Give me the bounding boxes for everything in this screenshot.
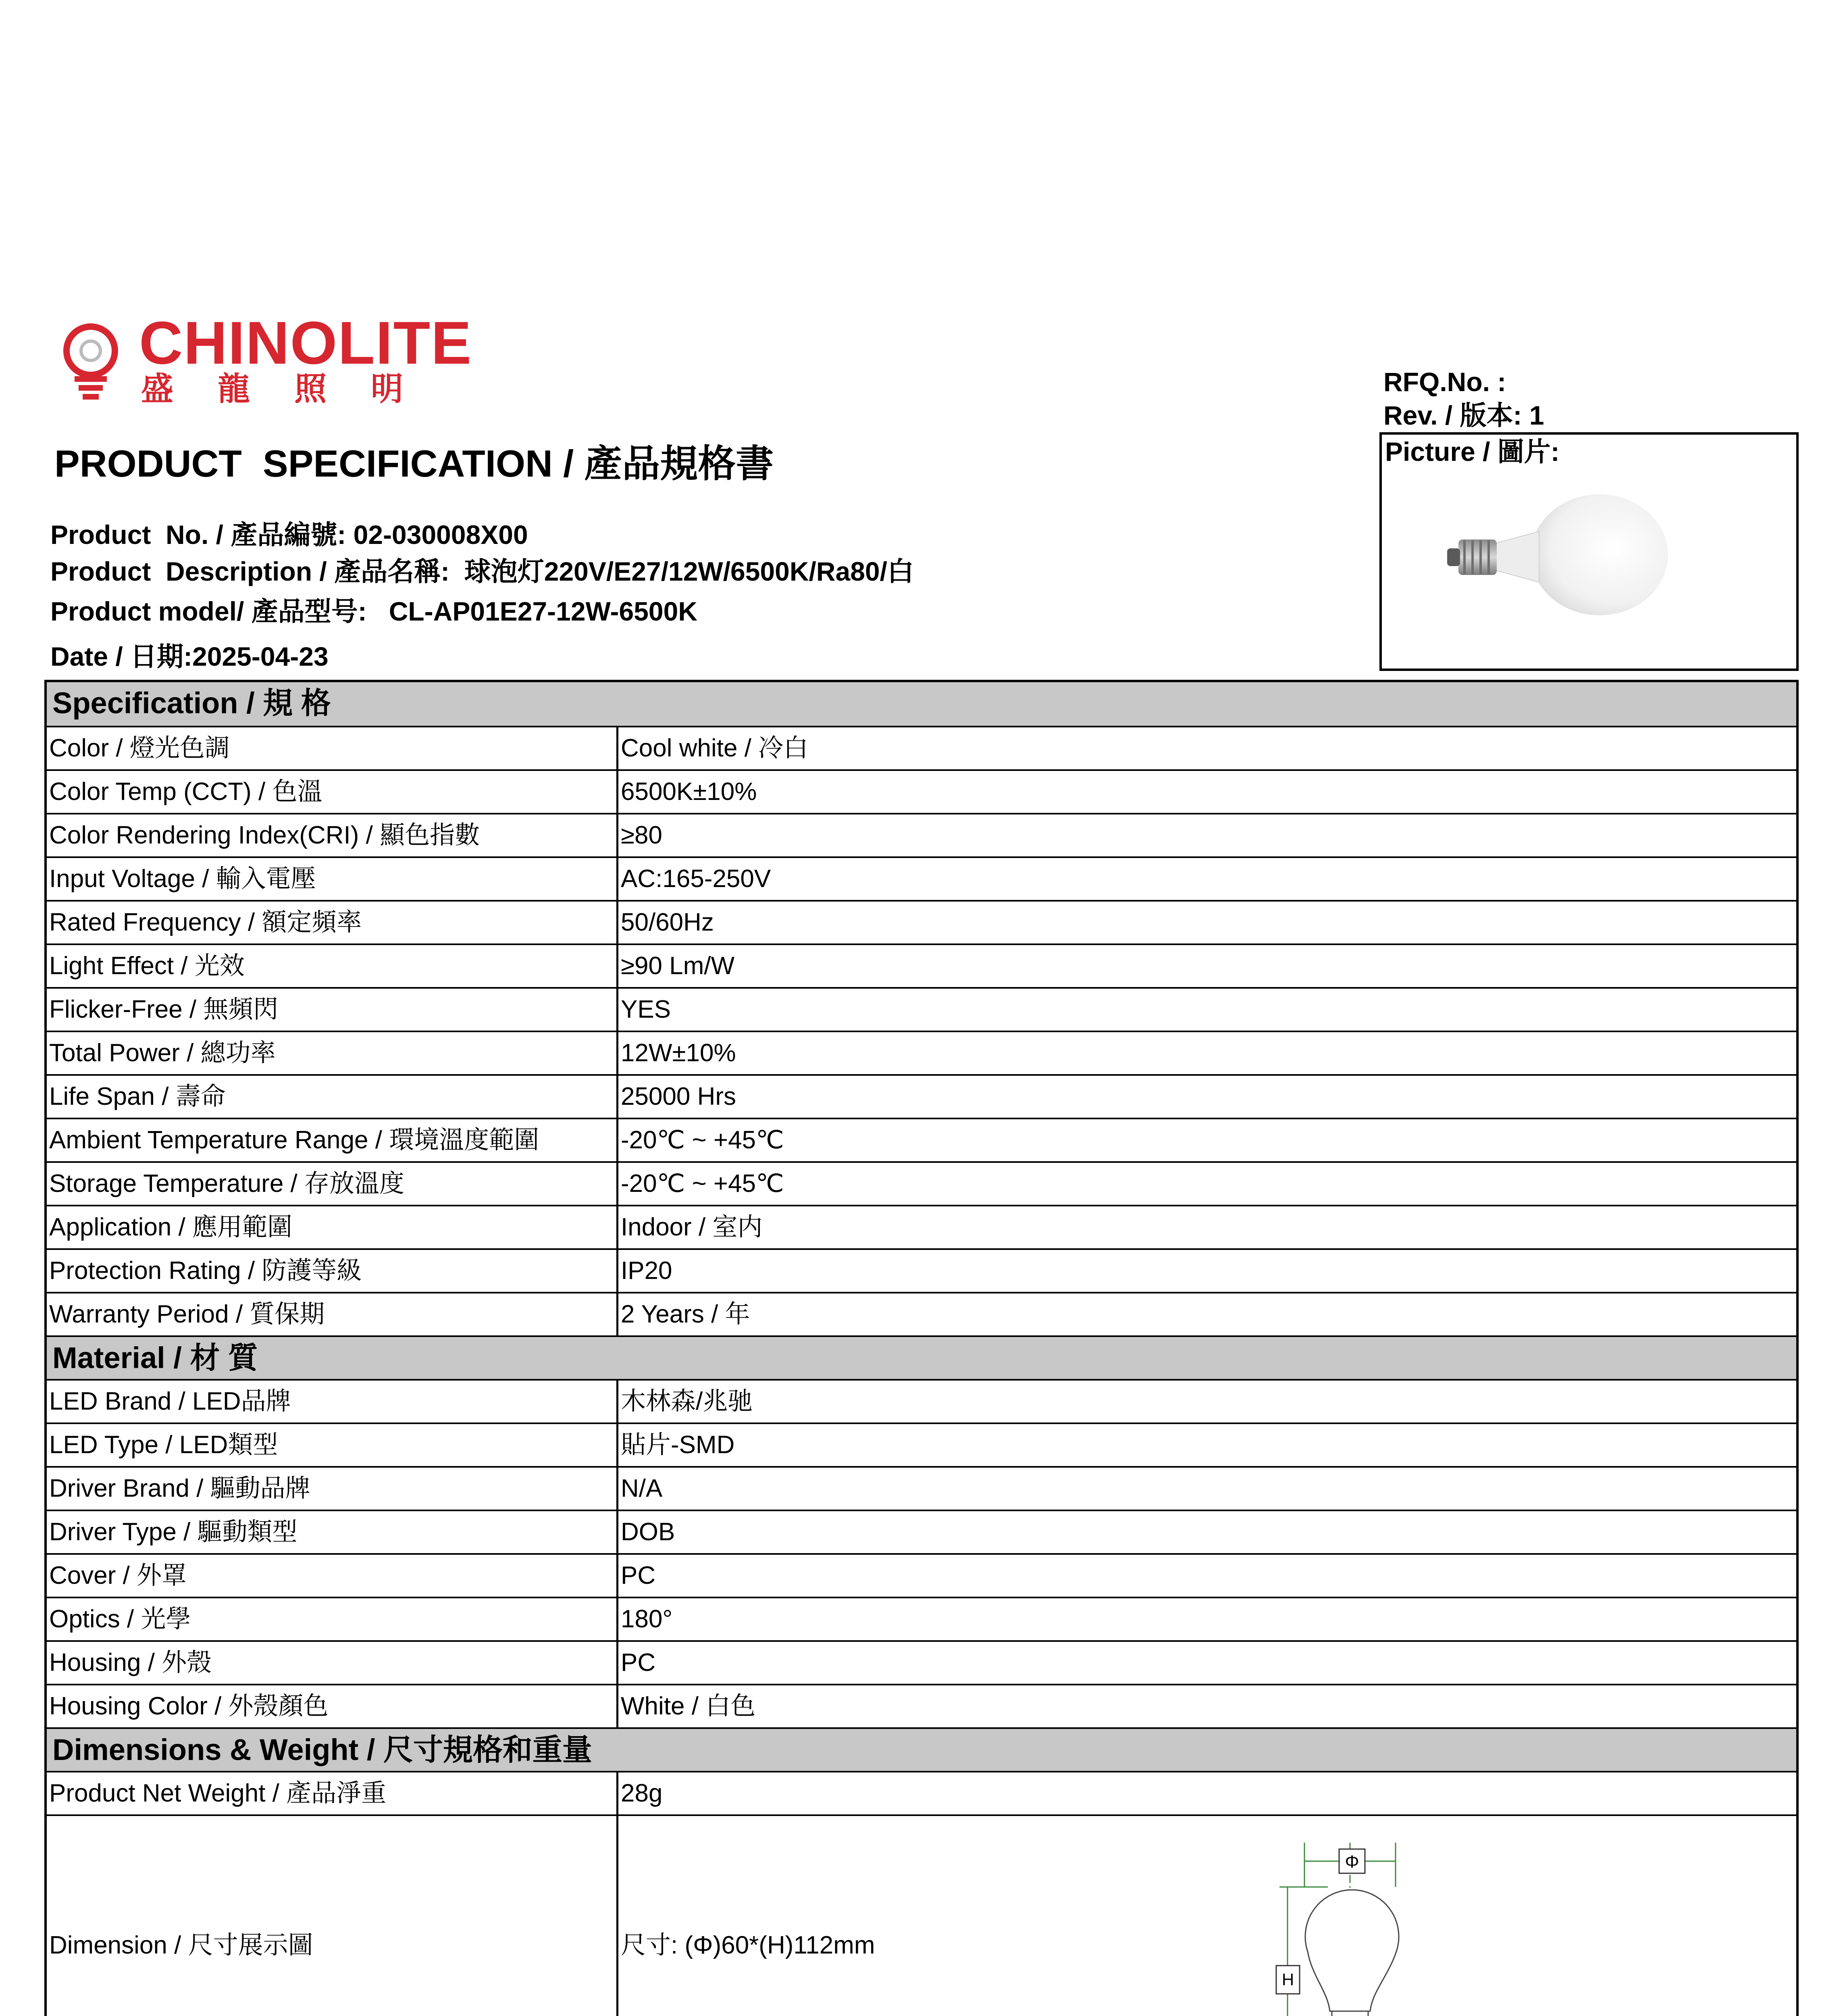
row-value: DOB <box>621 1518 675 1546</box>
row-label: Color Rendering Index(CRI) / 顯色指數 <box>47 814 618 856</box>
row-label: Cover / 外罩 <box>47 1555 618 1597</box>
row-value: 6500K±10% <box>621 778 757 806</box>
table-row <box>47 943 1796 987</box>
table-row <box>47 1118 1796 1161</box>
bulb-logo-icon <box>56 319 129 403</box>
row-value: 28g <box>621 1779 663 1807</box>
row-label: Storage Temperature / 存放溫度 <box>47 1163 618 1205</box>
brand-name-cn: 盛龍照明 <box>141 371 447 407</box>
table-row <box>47 1248 1796 1292</box>
row-label: Housing Color / 外殼顏色 <box>47 1685 618 1727</box>
table-row <box>47 1510 1796 1553</box>
row-value: -20℃ ~ +45℃ <box>621 1126 784 1154</box>
table-row <box>47 813 1796 856</box>
table-row <box>47 1684 1796 1727</box>
h-label: H <box>1281 1970 1294 1989</box>
row-value: 木林森/兆驰 <box>621 1387 753 1415</box>
row-value: -20℃ ~ +45℃ <box>621 1170 784 1198</box>
section-title: Specification / 規 格 <box>52 686 331 720</box>
table-row <box>47 726 1796 769</box>
row-label: Optics / 光學 <box>47 1598 618 1640</box>
row-label: Housing / 外殼 <box>47 1642 618 1684</box>
row-label: Color Temp (CCT) / 色溫 <box>47 771 618 813</box>
row-label: LED Type / LED類型 <box>47 1424 618 1466</box>
table-row <box>47 1597 1796 1640</box>
row-label: LED Brand / LED品牌 <box>47 1381 618 1422</box>
product-bulb-image <box>1442 487 1676 632</box>
table-row <box>47 1031 1796 1074</box>
row-label: Flicker-Free / 無頻閃 <box>47 989 618 1031</box>
table-row <box>47 900 1796 943</box>
row-value: 50/60Hz <box>621 908 714 936</box>
row-label: Life Span / 壽命 <box>47 1076 618 1118</box>
row-label: Light Effect / 光效 <box>47 945 618 987</box>
product-number: Product No. / 產品編號: 02-030008X00 <box>50 520 528 550</box>
brand-logo <box>56 309 472 407</box>
document-date: Date / 日期:2025-04-23 <box>50 641 329 671</box>
rfq-number: RFQ.No. : <box>1383 367 1506 397</box>
row-label: Color / 燈光色調 <box>47 727 618 769</box>
row-label: Input Voltage / 輸入電壓 <box>47 858 618 900</box>
row-value: PC <box>621 1562 656 1589</box>
brand-name-en: CHINOLITE <box>139 309 472 377</box>
row-value-cell <box>618 1816 1796 2016</box>
table-row <box>47 1292 1796 1335</box>
table-row <box>47 987 1796 1031</box>
section-header-material <box>47 1335 1796 1379</box>
table-row <box>47 1771 1796 1814</box>
table-row <box>47 1074 1796 1118</box>
table-row <box>47 856 1796 900</box>
row-label: Ambient Temperature Range / 環境溫度範圍 <box>47 1119 618 1161</box>
table-row <box>47 1466 1796 1510</box>
row-label: Product Net Weight / 產品淨重 <box>47 1772 618 1814</box>
phi-label: Φ <box>1345 1852 1359 1872</box>
row-value: PC <box>621 1649 656 1677</box>
table-row <box>47 1379 1796 1422</box>
table-row <box>47 1422 1796 1466</box>
row-label: Protection Rating / 防護等級 <box>47 1250 618 1292</box>
dimension-drawing <box>1267 1831 1437 2016</box>
picture-label: Picture / 圖片: <box>1385 437 1560 467</box>
revision: Rev. / 版本: 1 <box>1383 400 1544 430</box>
section-title: Dimensions & Weight / 尺寸規格和重量 <box>52 1733 592 1766</box>
row-value: ≥80 <box>621 821 662 849</box>
table-row <box>47 1553 1796 1597</box>
row-value: 尺寸: (Φ)60*(H)112mm <box>621 1931 875 1959</box>
specification-table <box>44 680 1799 2016</box>
row-label: Driver Brand / 驅動品牌 <box>47 1468 618 1510</box>
row-value: ≥90 Lm/W <box>621 952 735 980</box>
row-value: IP20 <box>621 1257 672 1285</box>
row-label: Dimension / 尺寸展示圖 <box>47 1816 618 2016</box>
row-label: Application / 應用範圍 <box>47 1206 618 1248</box>
row-value: 貼片-SMD <box>621 1431 735 1459</box>
row-value: Indoor / 室内 <box>621 1213 763 1241</box>
table-row <box>47 1161 1796 1205</box>
table-row <box>47 1205 1796 1248</box>
row-value: 2 Years / 年 <box>621 1300 750 1328</box>
table-row-dimension <box>47 1814 1796 2016</box>
row-label: Warranty Period / 質保期 <box>47 1293 618 1335</box>
product-model: Product model/ 產品型号: CL-AP01E27-12W-6500K <box>50 596 698 626</box>
row-value: White / 白色 <box>621 1692 756 1720</box>
product-picture-box <box>1379 432 1799 671</box>
product-description: Product Description / 產品名稱: 球泡灯220V/E27/12W/6500K/Ra80/白 <box>50 556 914 586</box>
table-row <box>47 769 1796 813</box>
section-header-specification <box>47 682 1796 726</box>
row-value: 12W±10% <box>621 1039 736 1067</box>
row-value: YES <box>621 996 671 1023</box>
row-value: 25000 Hrs <box>621 1083 736 1110</box>
row-value: 180° <box>621 1605 673 1633</box>
table-row <box>47 1640 1796 1684</box>
row-label: Driver Type / 驅動類型 <box>47 1511 618 1553</box>
row-label: Rated Frequency / 額定頻率 <box>47 902 618 943</box>
document-title: PRODUCT SPECIFICATION / 產品規格書 <box>54 442 774 485</box>
row-label: Total Power / 總功率 <box>47 1032 618 1074</box>
row-value: AC:165-250V <box>621 865 771 893</box>
row-value: N/A <box>621 1475 663 1502</box>
section-header-dimensions <box>47 1727 1796 1771</box>
row-value: Cool white / 冷白 <box>621 734 809 762</box>
section-title: Material / 材 質 <box>52 1341 258 1375</box>
